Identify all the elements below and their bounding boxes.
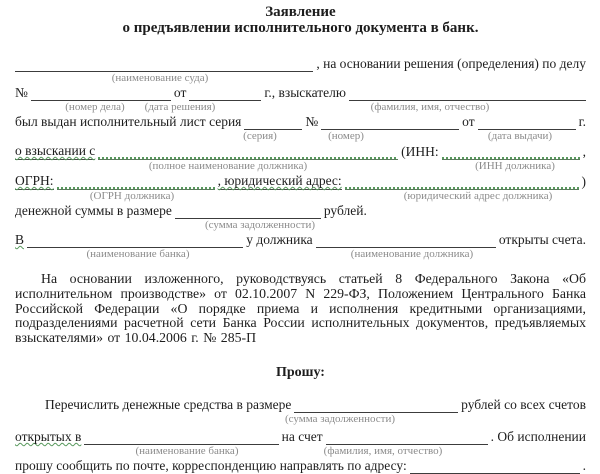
debtor-name-blank xyxy=(98,145,398,160)
bank-debtor-hint: (наименование должника) xyxy=(350,248,474,260)
debtor-inn-hint: (ИНН должника) xyxy=(475,160,555,172)
accounts-after-label: . Об исполнении xyxy=(490,428,586,444)
transfer-line-hints xyxy=(15,413,586,425)
bank-name-blank xyxy=(27,233,243,248)
ogrn-line-close-paren: ) xyxy=(581,174,586,189)
court-line xyxy=(15,56,586,72)
sum-hint: (сумма задолженности) xyxy=(204,219,316,231)
case-claimant-label: г., взыскателю xyxy=(264,85,346,100)
request-heading: Прошу: xyxy=(276,364,325,380)
bank-after-label: открыты счета. xyxy=(498,232,586,247)
ogrn-line-hints xyxy=(15,190,586,202)
debtor-line-hints xyxy=(15,160,586,172)
sum-after-label: рублей. xyxy=(323,203,367,218)
case-ot-label: от xyxy=(173,85,187,100)
transfer-label: Перечислить денежные средства в размере xyxy=(45,396,292,412)
notify-line xyxy=(15,458,586,474)
bank-v-label: В xyxy=(15,232,25,247)
debtor-name-hint: (полное наименование должника) xyxy=(148,160,308,172)
decision-date-blank xyxy=(189,86,261,101)
accounts-open-label: открытых в xyxy=(15,428,82,444)
bank-name-hint: (наименование банка) xyxy=(86,248,190,260)
decision-date-hint: (дата решения) xyxy=(144,101,216,113)
transfer-line xyxy=(15,397,586,413)
accounts-bank-hint: (наименование банка) xyxy=(135,444,239,457)
ogrn-label: ОГРН: xyxy=(15,173,54,188)
writ-series-hint: (серия) xyxy=(243,130,277,142)
case-number-sign: № xyxy=(15,85,28,100)
case-number-hint: (номер дела) xyxy=(65,101,125,113)
sum-blank xyxy=(175,204,321,219)
document-title-line2: о предъявлении исполнительного документа в банк. xyxy=(122,20,479,36)
transfer-after-label: рублей со всех счетов xyxy=(461,396,586,412)
ogrn-blank xyxy=(57,175,215,190)
accounts-line xyxy=(15,429,586,445)
court-line-text: , на основании решения (определения) по делу xyxy=(316,56,586,71)
bank-line-hints xyxy=(15,248,586,260)
bank-debtor-label: у должника xyxy=(246,232,313,247)
sum-label: денежной суммы в размере xyxy=(15,203,172,218)
document-title xyxy=(15,4,586,36)
accounts-line-hints xyxy=(15,445,586,457)
writ-issue-date-blank xyxy=(478,115,576,130)
writ-number-hint: (номер) xyxy=(328,130,364,142)
writ-series-blank xyxy=(244,115,302,130)
case-number-blank xyxy=(31,86,171,101)
ogrn-hint: (ОГРН должника) xyxy=(89,190,175,202)
notify-label: прошу сообщить по почте, корреспонденцию направлять по адресу: xyxy=(15,457,407,473)
document-title-line1: Заявление xyxy=(265,4,336,20)
case-line-hints xyxy=(15,101,586,113)
debtor-inn-blank xyxy=(442,145,580,160)
claimant-fio-hint: (фамилия, имя, отчество) xyxy=(370,101,490,113)
court-line-hints xyxy=(15,72,586,84)
transfer-sum-blank xyxy=(294,398,458,413)
sum-line-hints xyxy=(15,219,586,231)
debtor-line xyxy=(15,143,586,160)
ogrn-line xyxy=(15,173,586,190)
bank-debtor-blank xyxy=(316,233,496,248)
legal-address-blank xyxy=(345,175,579,190)
writ-line xyxy=(15,114,586,130)
accounts-target-blank xyxy=(326,430,488,445)
debtor-inn-open: (ИНН: xyxy=(401,144,439,159)
debtor-label: о взыскании с xyxy=(15,143,96,158)
transfer-sum-hint: (сумма задолженности) xyxy=(284,412,396,425)
writ-label: был выдан исполнительный лист серия xyxy=(15,114,242,129)
writ-number-sign: № xyxy=(305,114,319,129)
debtor-line-comma: , xyxy=(582,144,586,159)
bank-line xyxy=(15,232,586,248)
legal-address-hint: (юридический адрес должника) xyxy=(403,190,553,202)
accounts-bank-blank xyxy=(84,430,278,445)
court-name-blank xyxy=(15,57,313,72)
legal-basis-paragraph: На основании изложенного, руководствуясь статьей 8 Федерального Закона «Об исполнительном производстве» от 02.10.2007 N 229-ФЗ, Положением Центрального Банка Российской Федерации «О порядке приема и исполнения кредитными организациями, подразделениями расчетной сети Банка России исполнительных документов, предъявляемых взыскателями» от 10.04.2006 г. № 285-П xyxy=(15,271,586,346)
accounts-fio-hint: (фамилия, имя, отчество) xyxy=(323,444,443,457)
writ-ot-label: от xyxy=(462,114,475,129)
case-line xyxy=(15,85,586,101)
legal-address-label: , юридический адрес: xyxy=(217,173,342,188)
notify-period: . xyxy=(582,457,586,473)
writ-issue-date-hint: (дата выдачи) xyxy=(487,130,553,142)
sum-line xyxy=(15,203,586,219)
notify-address-blank xyxy=(410,459,580,474)
writ-line-hints xyxy=(15,130,586,142)
writ-g-label: г. xyxy=(578,114,586,129)
claimant-name-blank xyxy=(349,86,586,101)
accounts-target-label: на счет xyxy=(281,428,323,444)
court-name-hint: (наименование суда) xyxy=(111,72,209,84)
writ-number-blank xyxy=(321,115,459,130)
